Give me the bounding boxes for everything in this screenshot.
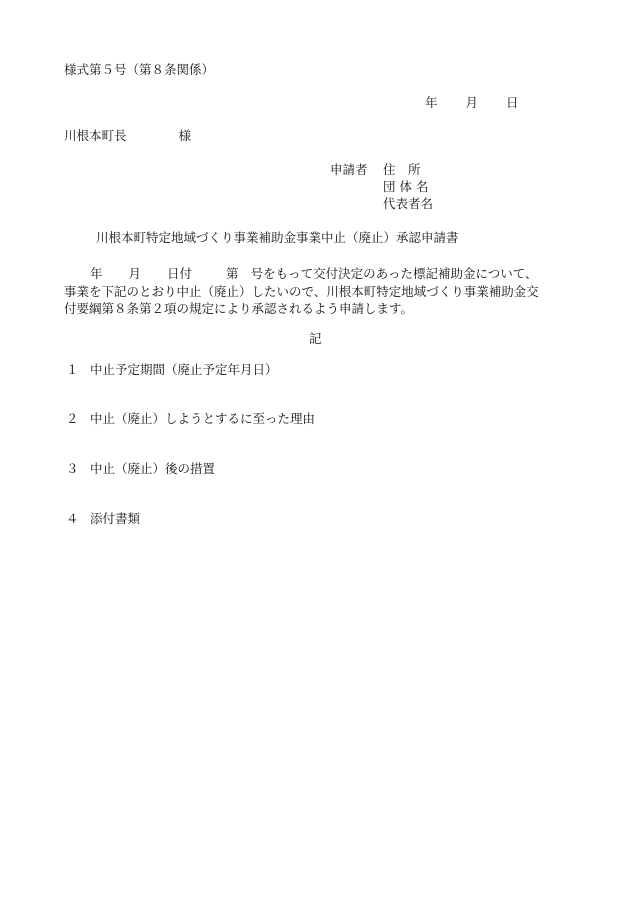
body-date-suffix: 日付 (167, 266, 193, 281)
applicant-representative-label: 代表者名 (383, 196, 434, 211)
addressee-name: 川根本町長 (64, 128, 127, 143)
list-item (66, 463, 215, 476)
addressee (64, 130, 191, 143)
item-text: 中止（廃止）後の措置 (90, 461, 216, 476)
date-month: 月 (465, 95, 479, 110)
item-number: １ (66, 362, 79, 377)
body-line-2: 事業を下記のとおり中止（廃止）したいので、川根本町特定地域づくり事業補助金交 (64, 283, 539, 299)
document-title: 川根本町特定地域づくり事業補助金事業中止（廃止）承認申請書 (96, 230, 459, 245)
applicant-label: 申請者 (330, 162, 368, 177)
body-line-1-rest: 号をもって交付決定のあった標記補助金について、 (250, 266, 538, 281)
item-number: ４ (66, 511, 79, 526)
form-number: 様式第５号（第８条関係） (64, 62, 215, 77)
date-year: 年 (425, 95, 438, 110)
list-item (66, 364, 278, 377)
body-paragraph (64, 265, 584, 318)
date-day: 日 (506, 95, 519, 110)
body-month: 月 (128, 266, 142, 281)
date-line (425, 97, 519, 110)
applicant-address-label: 住 所 (383, 162, 421, 177)
body-dai: 第 (226, 266, 239, 281)
body-line-1 (64, 265, 584, 283)
body-year: 年 (90, 266, 103, 281)
item-text: 添付書類 (90, 511, 141, 526)
item-number: ３ (66, 461, 79, 476)
item-number: ２ (66, 411, 79, 426)
item-text: 中止（廃止）しようとするに至った理由 (90, 411, 316, 426)
addressee-honorific: 様 (178, 128, 192, 143)
ki-heading: 記 (309, 331, 322, 346)
list-item (66, 513, 140, 526)
list-item (66, 413, 315, 426)
body-line-3: 付要綱第８条第２項の規定により承認されるよう申請します。 (64, 301, 414, 316)
item-text: 中止予定期間（廃止予定年月日） (90, 362, 278, 377)
applicant-organization-label: 団 体 名 (383, 179, 429, 194)
